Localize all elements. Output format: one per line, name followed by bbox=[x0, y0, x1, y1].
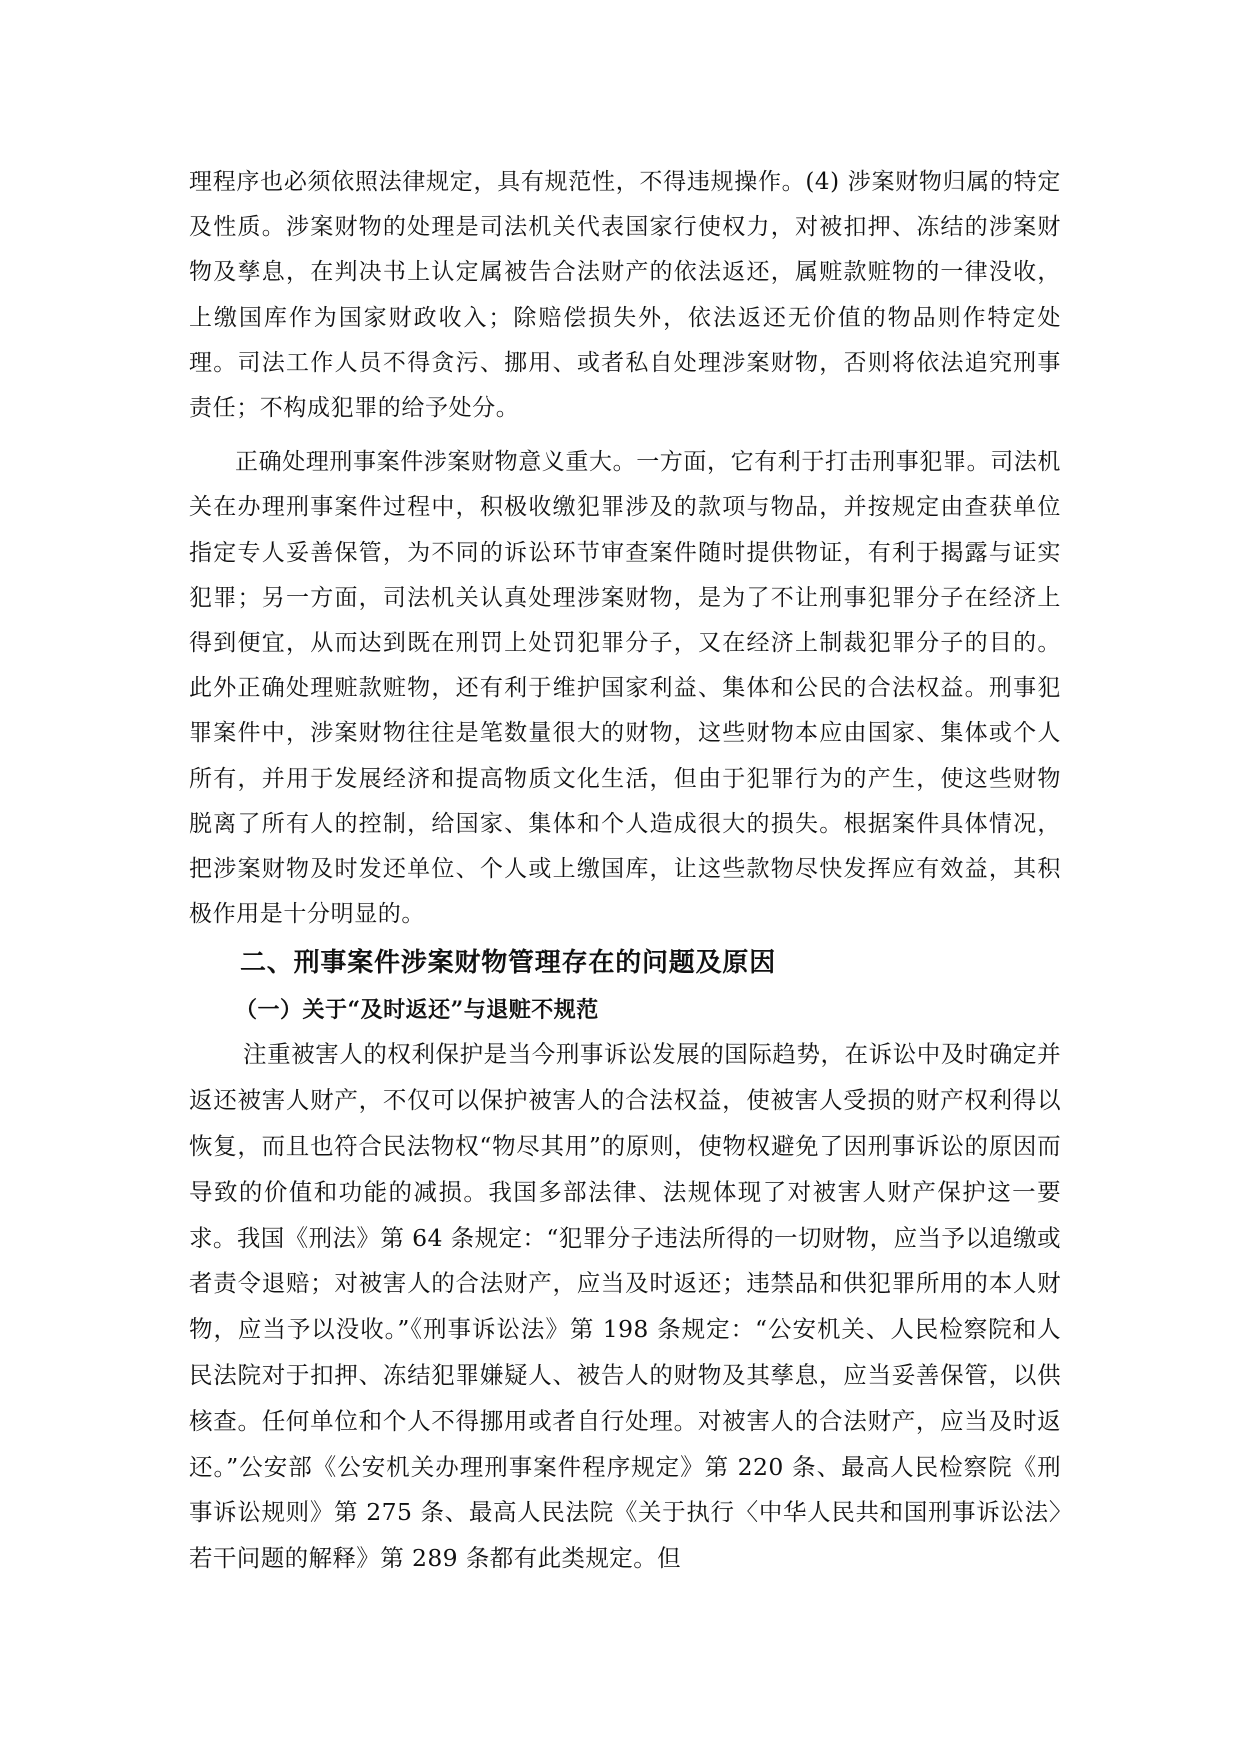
section-heading: 二、刑事案件涉案财物管理存在的问题及原因 bbox=[240, 948, 777, 979]
subsection-heading: （一）关于“及时返还”与退赃不规范 bbox=[235, 997, 599, 1024]
paragraph-significance: 正确处理刑事案件涉案财物意义重大。一方面，它有利于打击刑事犯罪。司法机关在办理刑事案件过程中，积极收缴犯罪涉及的款项与物品，并按规定由查获单位指定专人妥善保管，为不同的诉讼环节审查案件随时提供物证，有利于揭露与证实犯罪；另一方面，司法机关认真处理涉案财物，是为了不让刑事犯罪分子在经济上得到便宜，从而达到既在刑罚上处罚犯罪分子，又在经济上制裁犯罪分子的目的。此外正确处理赃款赃物，还有利于维护国家利益、集体和公民的合法权益。刑事犯罪案件中，涉案财物往往是笔数量很大的财物，这些财物本应由国家、集体或个人所有，并用于发展经济和提高物质文化生活，但由于犯罪行为的产生，使这些财物脱离了所有人的控制，给国家、集体和个人造成很大的损失。根据案件具体情况，把涉案财物及时发还单位、个人或上缴国库，让这些款物尽快发挥应有效益，其积极作用是十分明显的。 bbox=[189, 449, 1061, 928]
paragraph-victim-protection: 注重被害人的权利保护是当今刑事诉讼发展的国际趋势，在诉讼中及时确定并返还被害人财产，不仅可以保护被害人的合法权益，使被害人受损的财产权利得以恢复，而且也符合民法物权“物尽其用”的原则，使物权避免了因刑事诉讼的原因而导致的价值和功能的减损。我国多部法律、法规体现了对被害人财产保护这一要求。我国《刑法》第 64 条规定：“犯罪分子违法所得的一切财物，应当予以追缴或者责令退赔；对被害人的合法财产，应当及时返还；违禁品和供犯罪所用的本人财物，应当予以没收。”《刑事诉讼法》第 198 条规定：“公安机关、人民检察院和人民法院对于扣押、冻结犯罪嫌疑人、被告人的财物及其孳息，应当妥善保管，以供核查。任何单位和个人不得挪用或者自行处理。对被害人的合法财产，应当及时返还。”公安部《公安机关办理刑事案件程序规定》第 220 条、最高人民检察院《刑事诉讼规则》第 275 条、最高人民法院《关于执行〈中华人民共和国刑事诉讼法〉若干问题的解释》第 289 条都有此类规定。但 bbox=[189, 1040, 1061, 1573]
paragraph-continued: 理程序也必须依照法律规定，具有规范性，不得违规操作。(4) 涉案财物归属的特定及性质。涉案财物的处理是司法机关代表国家行使权力，对被扣押、冻结的涉案财物及孳息，在判决书上认定属被告合法财产的依法返还，属赃款赃物的一律没收，上缴国库作为国家财政收入；除赔偿损失外，依法返还无价值的物品则作特定处理。司法工作人员不得贪污、挪用、或者私自处理涉案财物，否则将依法追究刑事责任；不构成犯罪的给予处分。 bbox=[189, 169, 1061, 422]
document-body bbox=[189, 160, 1061, 1582]
